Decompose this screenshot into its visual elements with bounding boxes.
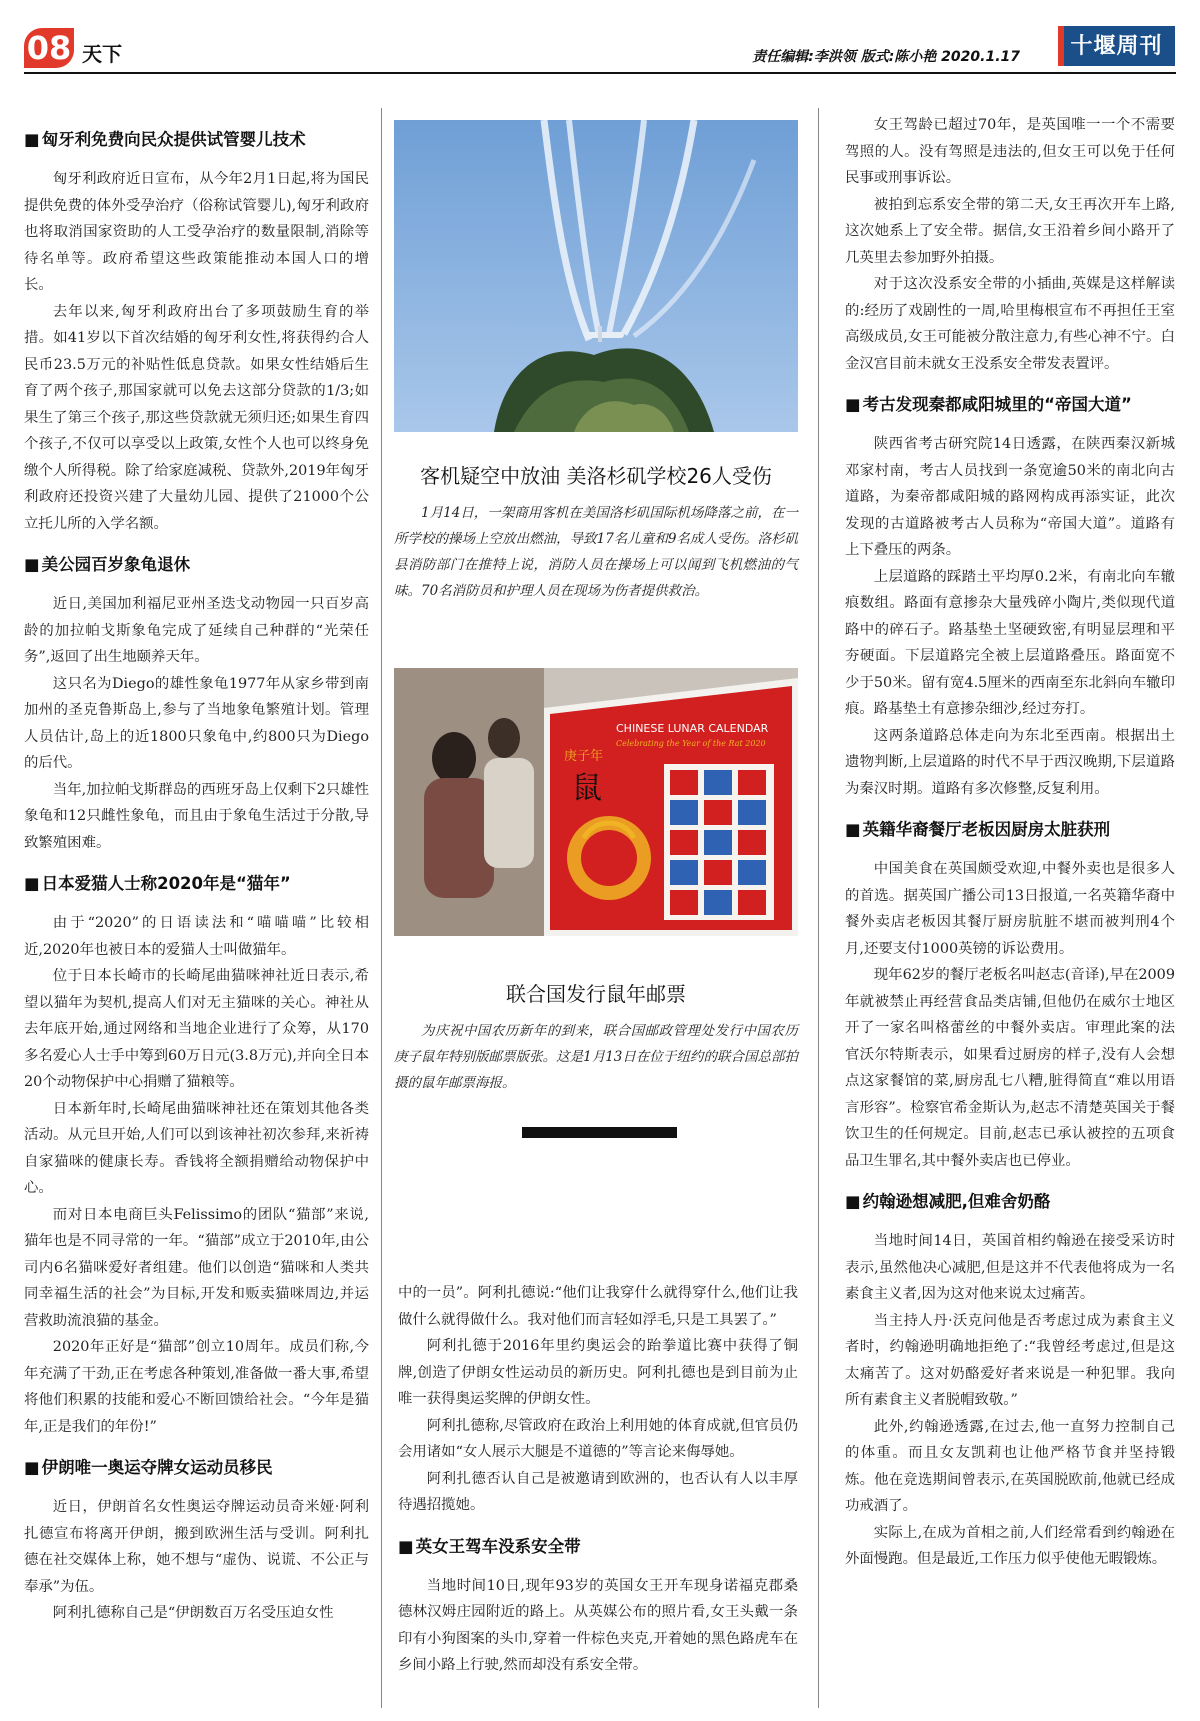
page-number: 08 [24, 28, 74, 68]
paragraph: 中的一员”。阿利扎德说:“他们让我穿什么就得穿什么,他们让我做什么就得做什么。我对他们而言轻如浮毛,只是工具罢了。” [398, 1285, 798, 1328]
caption-paragraph: 1月14日，一架商用客机在美国洛杉矶国际机场降落之前，在一所学校的操场上空放出燃油，导致17名儿童和9名成人受伤。洛杉矶县消防部门在推特上说，消防人员在操场上可以闻到飞机燃油的气味。70名消防员和护理人员在现场为伤者提供救治。 [394, 505, 798, 599]
article-headline: ■ 考古发现秦都咸阳城里的“帝国大道” [845, 391, 1175, 419]
column-divider [381, 108, 382, 1708]
paragraph: 匈牙利政府近日宣布，从今年2月1日起,将为国民提供免费的体外受孕治疗（俗称试管婴儿),匈牙利政府也将取消国家资助的人工受孕治疗的数量限制,消除等待名单等。政府希望这些政策能推动本国人口的增长。 [24, 171, 369, 293]
paragraph: 现年62岁的餐厅老板名叫赵志(音译),早在2009年就被禁止再经营食品类店铺,但他仍在威尔士地区开了一家名叫格蕾丝的中餐外卖店。审理此案的法官沃尔特斯表示，如果看过厨房的样子,没有人会想点这家餐馆的菜,厨房乱七八糟,脏得简直“难以用语言形容”。检察官希金斯认为,赵志不清楚英国关于餐饮卫生的任何规定。目前,赵志已承认被控的五项食品卫生罪名,其中餐外卖店也已停业。 [845, 967, 1175, 1169]
paragraph: 当年,加拉帕戈斯群岛的西班牙岛上仅剩下2只雄性象龟和12只雌性象龟，而且由于象龟生活过于分散,导致繁殖困难。 [24, 781, 369, 851]
paragraph: 对于这次没系安全带的小插曲,英媒是这样解读的:经历了戏剧性的一周,哈里梅根宣布不再担任王室高级成员,女王可能被分散注意力,有些心神不宁。白金汉宫目前未就女王没系安全带发表置评。 [845, 276, 1175, 372]
editor-credits: 责任编辑:李洪领 版式:陈小艳 2020.1.17 [752, 49, 1020, 65]
paragraph: 近日,美国加利福尼亚州圣迭戈动物园一只百岁高龄的加拉帕戈斯象龟完成了延续自己种群的“光荣任务”,返回了出生地颐养天年。 [24, 596, 369, 665]
page-header [0, 0, 1200, 75]
plane-sky-image [394, 120, 798, 432]
masthead-logo: 十堰周刊 [1058, 26, 1175, 66]
paragraph: 女王驾龄已超过70年，是英国唯一一个不需要驾照的人。没有驾照是违法的,但女王可以免于任何民事或刑事诉讼。 [845, 117, 1175, 186]
paragraph: 当主持人丹·沃克问他是否考虑过成为素食主义者时，约翰逊明确地拒绝了:“我曾经考虑过,但是这太痛苦了。这对奶酪爱好者来说是一种犯罪。我向所有素食主义者脱帽致敬。” [845, 1312, 1175, 1408]
column-1 [24, 112, 369, 1627]
column-2-text [398, 1280, 798, 1679]
paragraph: 这只名为Diego的雄性象龟1977年从家乡带到南加州的圣克鲁斯岛上,参与了当地象龟繁殖计划。管理人员估计,岛上的近1800只象龟中,约800只为Diego的后代。 [24, 675, 369, 771]
photo-plane-fuel-dump [394, 120, 798, 432]
stamp-rat-char: 鼠 [572, 771, 602, 806]
paragraph: 日本新年时,长崎尾曲猫咪神社还在策划其他各类活动。从元旦开始,人们可以到该神社初次参拜,来祈祷自家猫咪的健康长寿。香钱将全额捐赠给动物保护中心。 [24, 1100, 369, 1196]
caption-body [394, 500, 798, 604]
paragraph: 阿利扎德称,尽管政府在政治上利用她的体育成就,但官员仍会用诸如“女人展示大腿是不道德的”等言论来侮辱她。 [398, 1417, 798, 1460]
paragraph: 阿利扎德否认自己是被邀请到欧洲的，也否认有人以丰厚待遇招揽她。 [398, 1470, 798, 1513]
column-3 [845, 112, 1175, 1573]
paragraph: 实际上,在成为首相之前,人们经常看到约翰逊在外面慢跑。但是最近,工作压力似乎使他无暇锻炼。 [845, 1524, 1175, 1567]
article-headline: ■ 美公园百岁象龟退休 [24, 551, 369, 579]
paragraph: 阿利扎德称自己是“伊朗数百万名受压迫女性 [52, 1605, 334, 1621]
caption-headline: 客机疑空中放油 美洛杉矶学校26人受伤 [420, 464, 772, 488]
caption-paragraph: 为庆祝中国农历新年的到来，联合国邮政管理处发行中国农历庚子鼠年特别版邮票版张。这是1月13日在位于纽约的联合国总部拍摄的鼠年邮票海报。 [394, 1023, 798, 1091]
paragraph: 当地时间10日,现年93岁的英国女王开车现身诺福克郡桑德林汉姆庄园附近的路上。从英媒公布的照片看,女王头戴一条印有小狗图案的头巾,穿着一件棕色夹克,开着她的黑色路虎车在乡间小路上行驶,然而却没有系安全带。 [398, 1577, 798, 1673]
paragraph: 被拍到忘系安全带的第二天,女王再次开车上路,这次她系上了安全带。据信,女王沿着乡间小路开了几英里去参加野外拍摄。 [845, 196, 1175, 266]
separator-bar [522, 1127, 677, 1138]
article-headline: ■ 匈牙利免费向民众提供试管婴儿技术 [24, 126, 369, 154]
paragraph: 位于日本长崎市的长崎尾曲猫咪神社近日表示,希望以猫年为契机,提高人们对无主猫咪的关心。神社从去年底开始,通过网络和当地企业进行了众筹，从170多名爱心人士手中筹到60万日元(3.8万元),并向全日本20个动物保护中心捐赠了猫粮等。 [24, 968, 369, 1090]
article-headline: ■ 伊朗唯一奥运夺牌女运动员移民 [24, 1454, 369, 1482]
paragraph: 此外,约翰逊透露,在过去,他一直努力控制自己的体重。而且女友凯莉也让他严格节食并坚持锻炼。他在竞选期间曾表示,在英国脱欧前,他就已经成功戒酒了。 [845, 1418, 1175, 1514]
paragraph: 阿利扎德于2016年里约奥运会的跆拳道比赛中获得了铜牌,创造了伊朗女性运动员的新历史。阿利扎德也是到目前为止唯一获得奥运奖牌的伊朗女性。 [398, 1338, 798, 1407]
stamp-poster-image [394, 668, 798, 936]
paragraph: 2020年正好是“猫部”创立10周年。成员们称,今年充满了干劲,正在考虑各种策划,准备做一番大事,希望将他们积累的技能和爱心不断回馈给社会。“今年是猫年,正是我们的年份!” [24, 1339, 369, 1435]
stamp-subtitle-en: Celebrating the Year of the Rat 2020 [616, 739, 766, 748]
paragraph: 上层道路的踩踏土平均厚0.2米，有南北向车辙痕数组。路面有意掺杂大量残碎小陶片,类似现代道路中的碎石子。路基垫土坚硬致密,有明显层理和平夯硬面。下层道路完全被上层道路叠压。路面宽不少于50米。留有宽4.5厘米的西南至东北斜向车辙印痕。路基垫土有意掺杂细沙,经过夯打。 [845, 568, 1175, 717]
paragraph: 中国美食在英国颇受欢迎,中餐外卖也是很多人的首选。据英国广播公司13日报道,一名英籍华裔中餐外卖店老板因其餐厅厨房肮脏不堪而被判刑4个月,还要支付1000英镑的诉讼费用。 [845, 861, 1175, 957]
caption-body [394, 1018, 798, 1096]
header-rule [24, 72, 1176, 74]
paragraph: 近日，伊朗首名女性奥运夺牌运动员奇米娅·阿利扎德宣布将离开伊朗，搬到欧洲生活与受训。阿利扎德在社交媒体上称，她不想与“虚伪、说谎、不公正与奉承”为伍。 [24, 1499, 369, 1595]
paragraph: 去年以来,匈牙利政府出台了多项鼓励生育的举措。如41岁以下首次结婚的匈牙利女性,将获得约合人民币23.5万元的补贴性低息贷款。如果女性结婚后生育了两个孩子,那国家就可以免去这部分贷款的1/3;如果生了第三个孩子,那这些贷款就无须归还;如果生育四个孩子,不仅可以享受以上政策,女性个人也可以终身免缴个人所得税。除了给家庭减税、贷款外,2019年匈牙利政府还投资兴建了大量幼儿园、提供了21000个公立托儿所的入学名额。 [24, 303, 369, 532]
paragraph: 由于“2020”的日语读法和“喵喵喵”比较相近,2020年也被日本的爱猫人士叫做猫年。 [24, 915, 369, 958]
stamp-title-en: CHINESE LUNAR CALENDAR [616, 722, 769, 735]
paragraph: 陕西省考古研究院14日透露，在陕西秦汉新城邓家村南，考古人员找到一条宽逾50米的南北向古道路，为秦帝都咸阳城的路网构成再添实证，此次发现的古道路被考古人员称为“帝国大道”。道路有上下叠压的两条。 [845, 436, 1175, 558]
paragraph: 而对日本电商巨头Felissimo的团队“猫部”来说,猫年也是不同寻常的一年。“猫部”成立于2010年,由公司内6名猫咪爱好者组建。他们以创造“猫咪和人类共同幸福生活的社会”为目标,开发和贩卖猫咪周边,并运营救助流浪猫的基金。 [24, 1206, 369, 1329]
article-headline: ■ 约翰逊想减肥,但难舍奶酪 [845, 1188, 1175, 1216]
article-headline: ■ 日本爱猫人士称2020年是“猫年” [24, 870, 369, 898]
photo-rat-stamp [394, 668, 798, 936]
section-title: 天下 [82, 42, 122, 66]
paragraph: 这两条道路总体走向为东北至西南。根据出土遗物判断,上层道路的时代不早于西汉晚期,下层道路为秦汉时期。道路有多次修整,反复利用。 [845, 727, 1175, 797]
paragraph: 当地时间14日，英国首相约翰逊在接受采访时表示,虽然他决心减肥,但是这并不代表他将成为一名素食主义者,因为这对他来说太过痛苦。 [845, 1233, 1175, 1302]
article-headline: ■ 英籍华裔餐厅老板因厨房太脏获刑 [845, 816, 1175, 844]
column-divider [818, 108, 819, 1708]
caption-headline: 联合国发行鼠年邮票 [506, 982, 686, 1006]
article-headline: ■ 英女王驾车没系安全带 [398, 1533, 798, 1561]
stamp-cn-label: 庚子年 [564, 749, 604, 764]
